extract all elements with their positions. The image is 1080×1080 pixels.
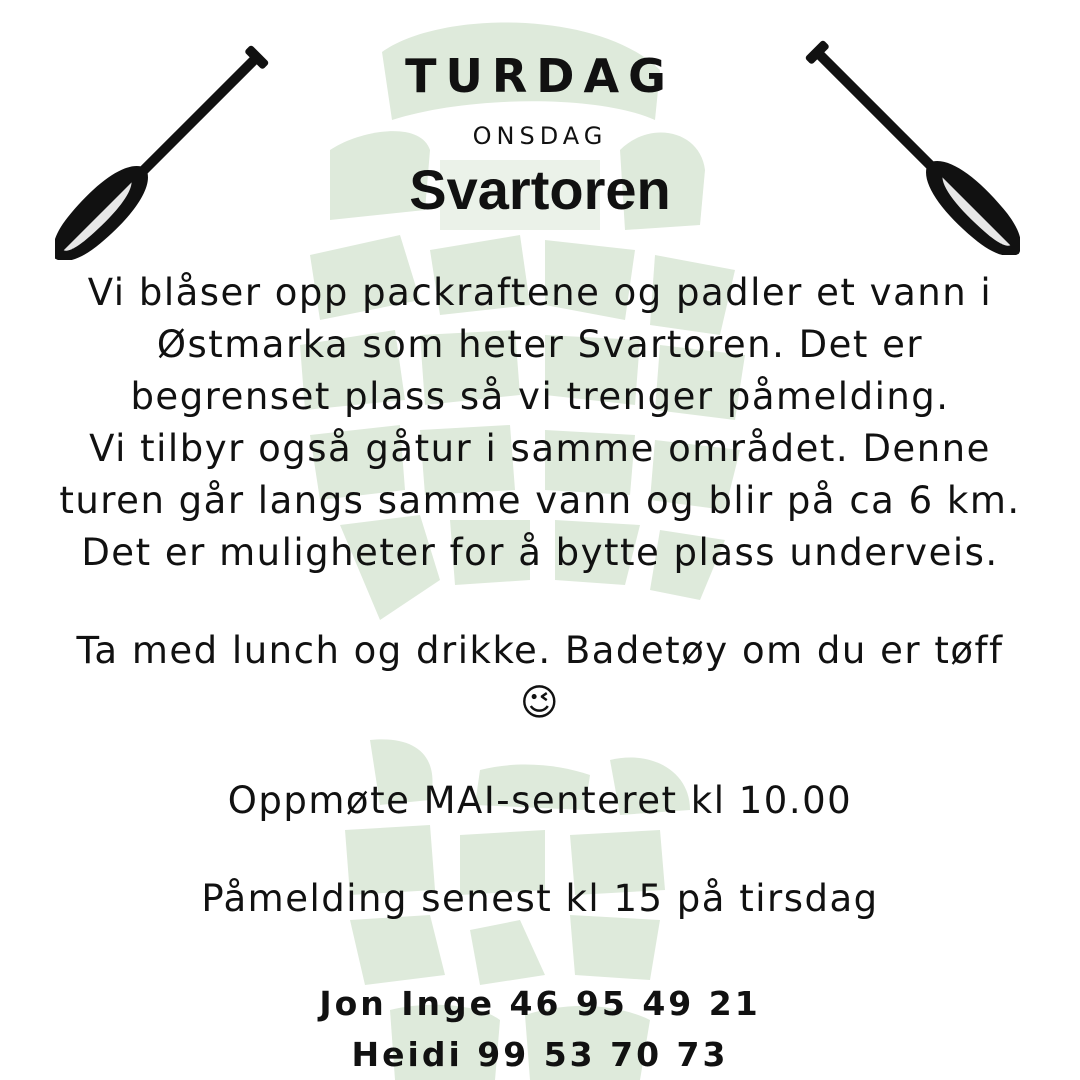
paragraph-bring [0,625,1080,729]
text-line: Østmarka som heter Svartoren. Det er [156,323,924,366]
text-line: Vi tilbyr også gåtur i samme området. Denne [89,427,991,470]
contact-heidi: Heidi 99 53 70 73 [351,1035,729,1074]
signup-info: Påmelding senest kl 15 på tirsdag [201,877,879,920]
wink-emoji-icon: 😉 [519,681,561,724]
contact-list [0,978,1080,1080]
text-line: Vi blåser opp packraftene og padler et vann i [87,271,993,314]
location-heading: Svartoren [409,158,671,221]
day-label: ONSDAG [472,122,608,150]
description [0,267,1080,925]
text-line: turen går langs samme vann og blir på ca 6 km. [59,479,1021,522]
meeting-info: Oppmøte MAI-senteret kl 10.00 [227,779,853,822]
paragraph-trip-info [0,267,1080,579]
contact-jon-inge: Jon Inge 46 95 49 21 [319,984,761,1023]
text-line: begrenset plass så vi trenger påmelding. [130,375,950,418]
text-line: Det er muligheter for å bytte plass underveis. [81,531,999,574]
page-title: TURDAG [405,49,675,103]
text-line: Ta med lunch og drikke. Badetøy om du er tøff [76,629,1004,672]
